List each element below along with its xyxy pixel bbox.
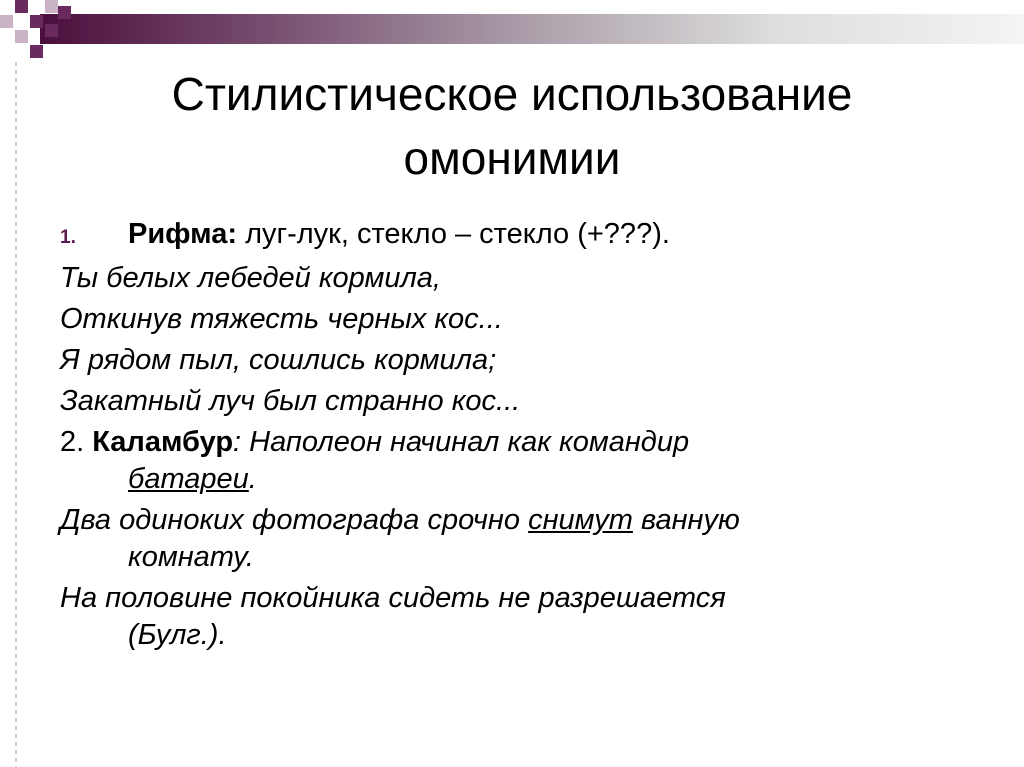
poem-line: Закатный луч был странно кос... [60,385,521,417]
item-label: Каламбур [92,426,234,458]
decor-square [0,15,13,28]
item-number: 1. [60,227,76,248]
item-number: 2. [60,426,93,458]
poem-line: Ты белых лебедей кормила, [60,262,441,294]
example-continuation: (Булг.). [128,619,227,651]
example-text: ванную [632,504,740,536]
underlined-word: снимут [528,504,633,536]
decor-square [58,6,71,19]
poem-line: Я рядом пыл, сошлись кормила; [60,344,497,376]
decor-square [15,30,28,43]
left-dotted-edge [15,62,17,767]
underlined-word: батареи [128,463,249,495]
title-line-2: омонимии [403,132,621,184]
item-pun [60,424,990,461]
decor-square [30,45,43,58]
example-line [60,502,990,539]
example-line: На половине покойника сидеть не разрешается [60,582,726,614]
poem-line: Откинув тяжесть черных кос... [60,303,503,335]
decor-square [45,24,58,37]
decor-square [45,0,58,13]
item-text: : Наполеон начинал как командир [233,426,690,458]
item-pun-continuation [60,461,990,498]
item-rhyme [60,216,990,256]
title-line-1: Стилистическое использование [171,68,853,120]
decor-square [15,0,28,13]
item-label: Рифма: [128,218,238,250]
decor-square [30,15,43,28]
item-text: . [248,463,257,495]
example-continuation: комнату. [128,541,254,573]
example-text: Два одиноких фотографа срочно [60,504,529,536]
header-gradient-bar [40,14,1024,44]
slide-body [60,216,990,654]
item-text: луг-лук, стекло – стекло (+???). [237,218,670,250]
slide-title [40,62,984,190]
decorative-squares [0,0,80,62]
